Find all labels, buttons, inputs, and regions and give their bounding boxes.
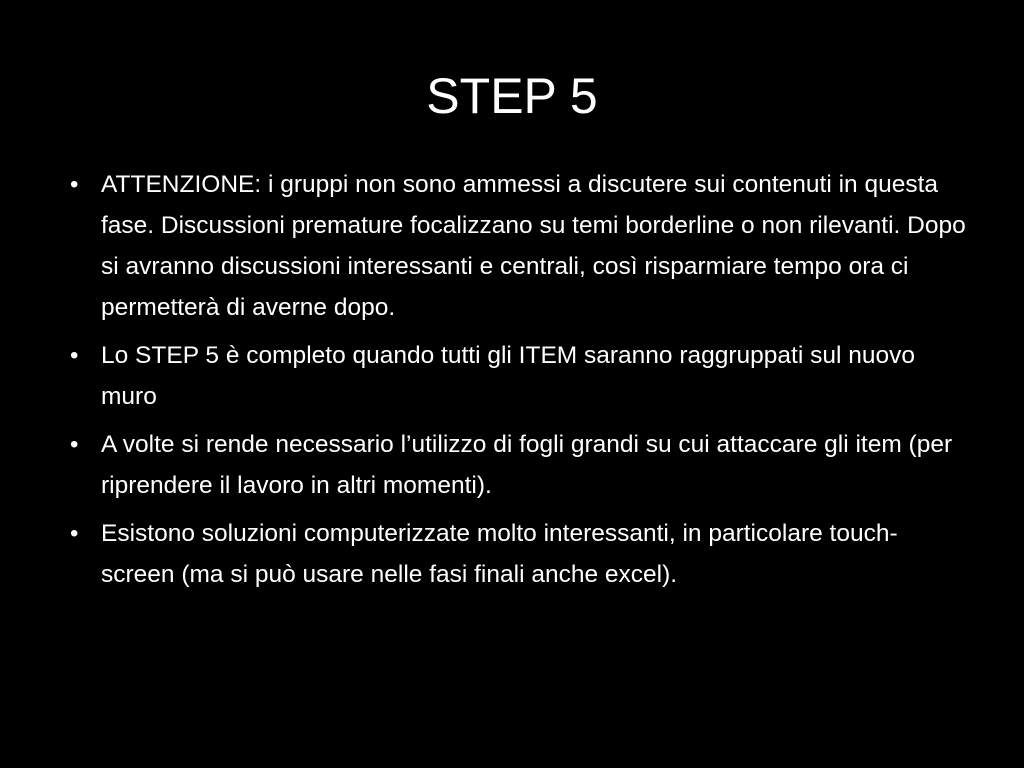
bullet-text: Lo STEP 5 è completo quando tutti gli ITEM saranno raggruppati sul nuovo muro [101,342,915,410]
bullet-text: A volte si rende necessario l’utilizzo di fogli grandi su cui attaccare gli item (per riprendere il lavoro in altri momenti). [101,431,953,499]
bullet-dot-icon: • [70,171,79,198]
bullet-text: ATTENZIONE: i gruppi non sono ammessi a discutere sui contenuti in questa fase. Discussioni premature focalizzano su temi borderline o non rilevanti. Dopo si avranno discussioni interessanti e centrali, così risparmiare tempo ora ci permetterà di averne dopo. [101,171,966,321]
bullet-item [70,335,970,417]
bullet-item [70,424,970,506]
slide-title: STEP 5 [426,68,598,124]
bullet-text: Esistono soluzioni computerizzate molto interessanti, in particolare touch-screen (ma si può usare nelle fasi finali anche excel). [101,520,898,588]
bullet-dot-icon: • [70,342,79,369]
bullet-dot-icon: • [70,431,79,458]
bullet-item [70,164,970,328]
bullet-list [70,164,970,602]
bullet-item [70,513,970,595]
bullet-dot-icon: • [70,520,79,547]
